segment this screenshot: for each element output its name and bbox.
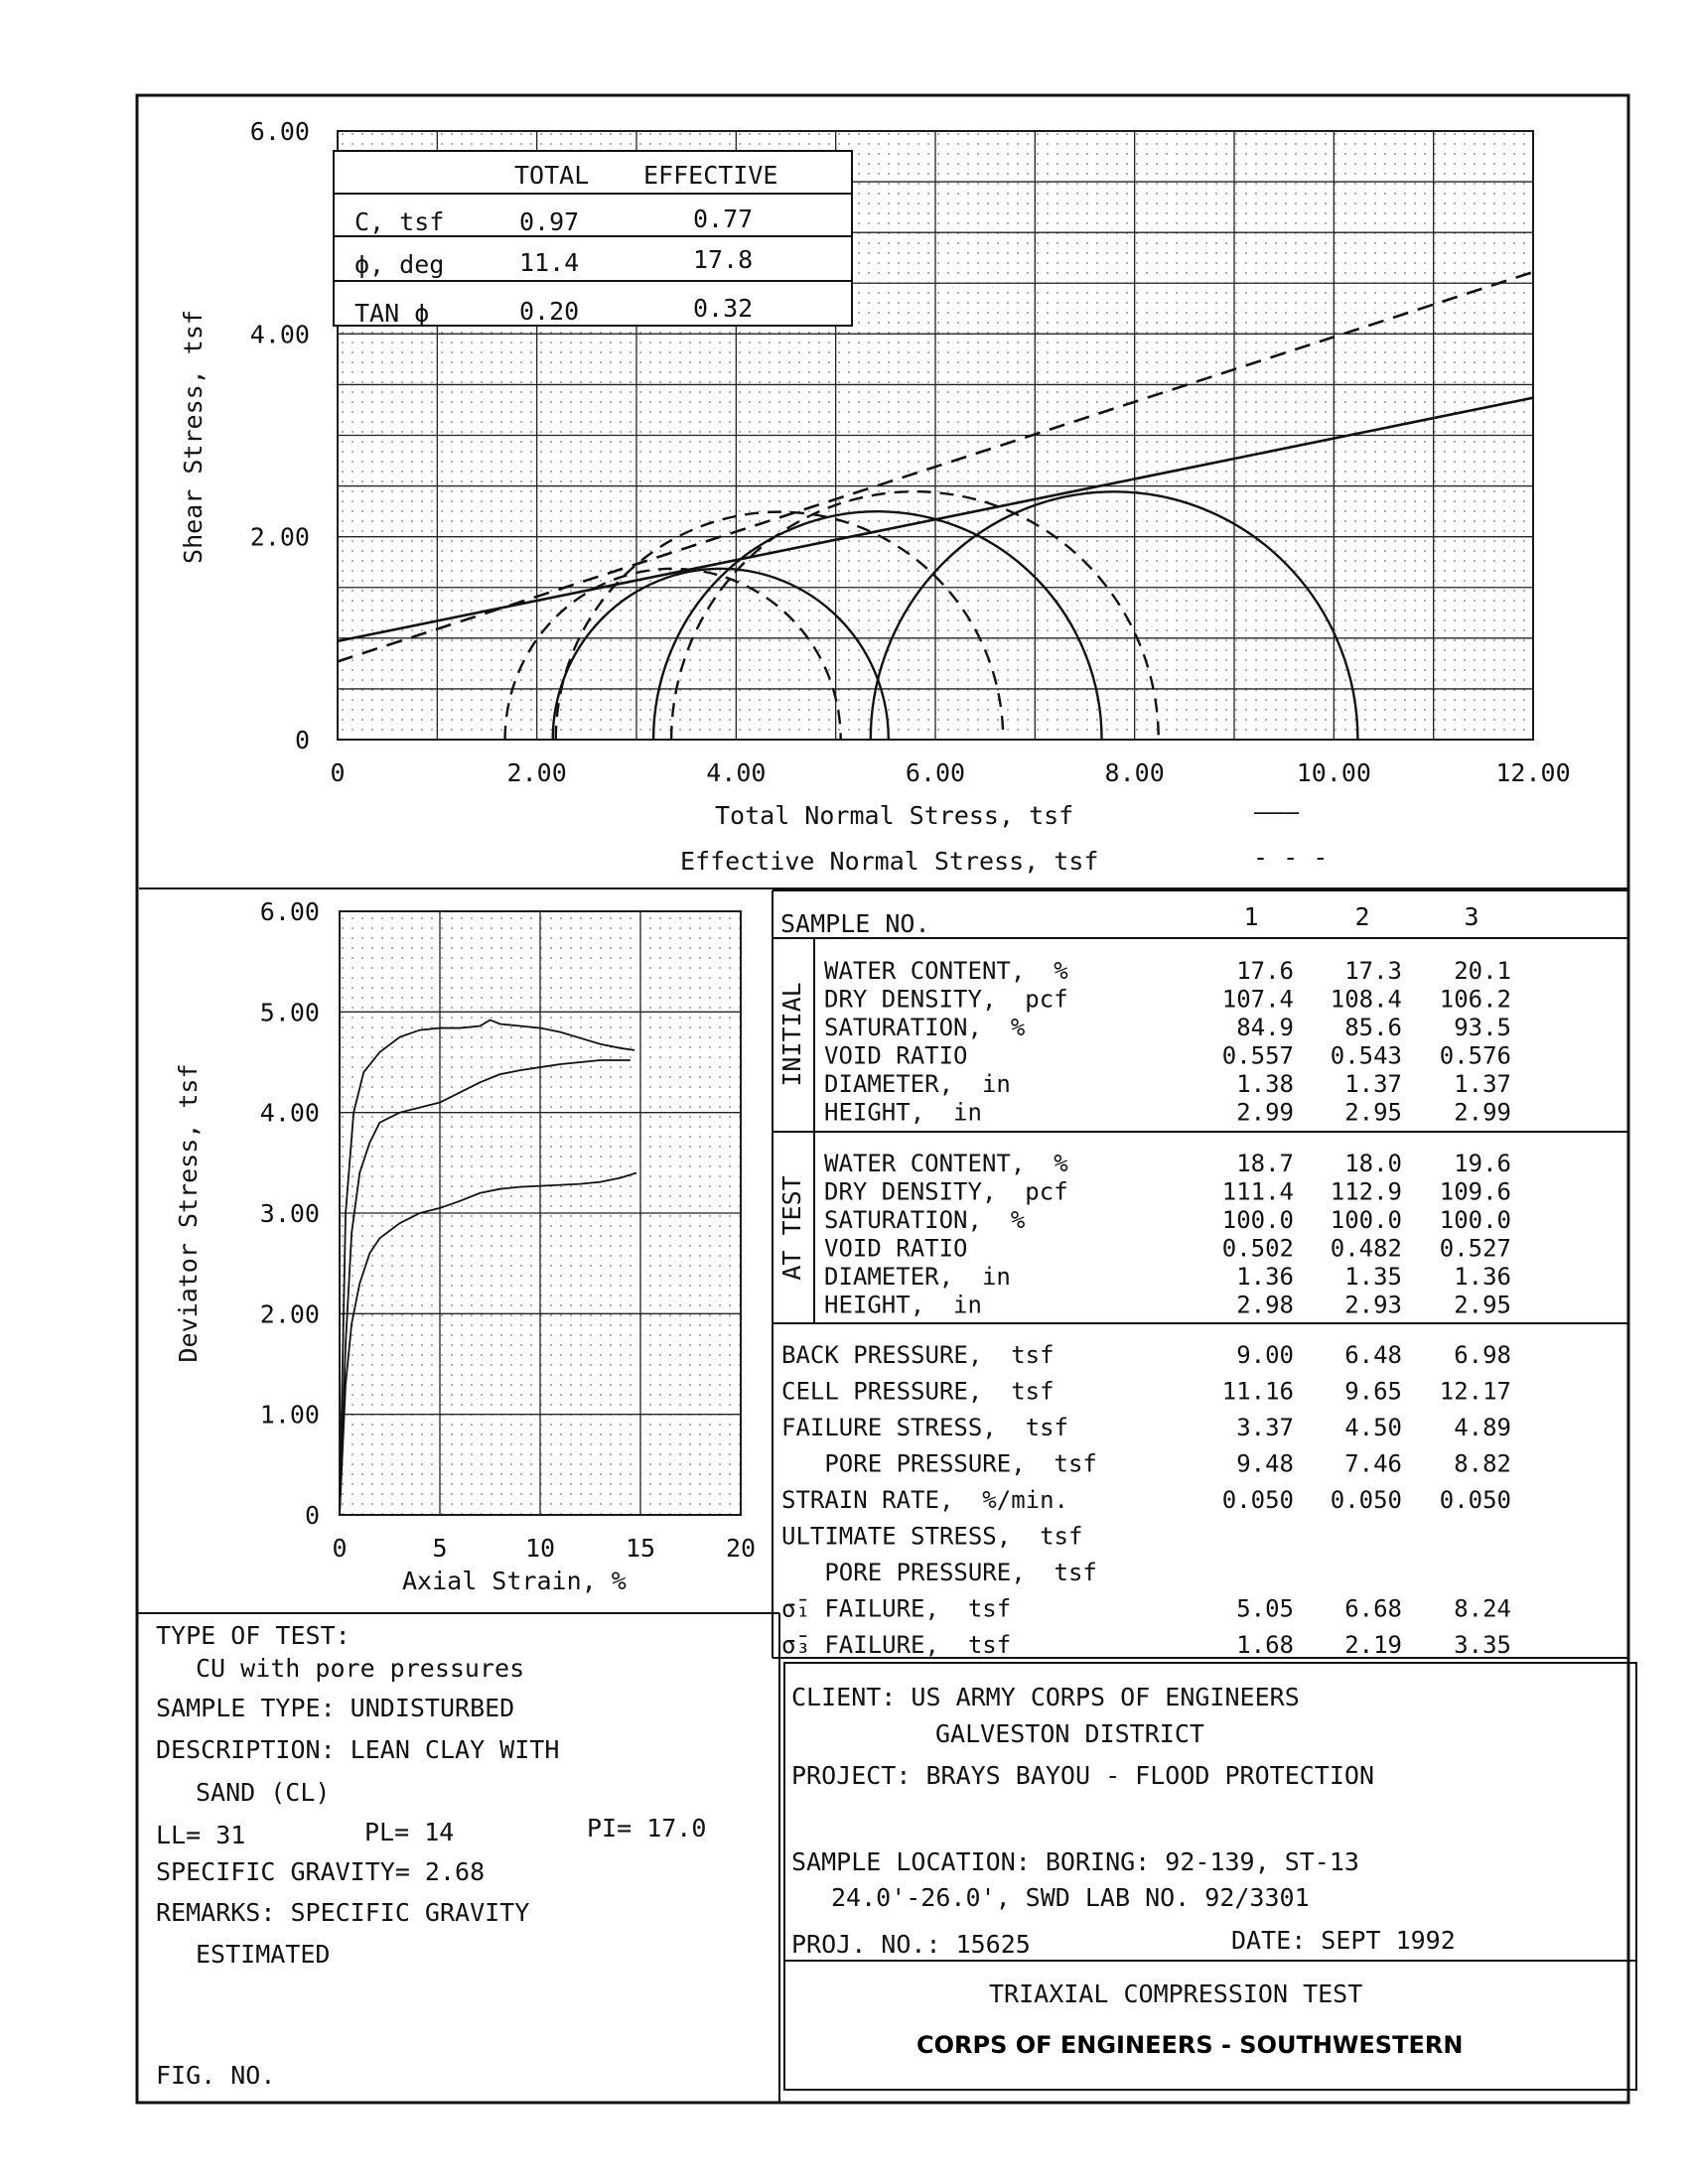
row-label: BACK PRESSURE, tsf: [781, 1341, 1055, 1369]
row-label: σ̄₃ FAILURE, tsf: [781, 1631, 1012, 1659]
row-value: 2.99: [1454, 1098, 1511, 1127]
remarks-line-1: REMARKS: SPECIFIC GRAVITY: [156, 1898, 530, 1927]
row-value: 19.6: [1454, 1150, 1511, 1177]
row-value: 0.502: [1221, 1234, 1294, 1263]
row-value: 93.5: [1454, 1014, 1511, 1041]
ss-y-tick-label: 3.00: [259, 1199, 320, 1228]
row-value: 1.38: [1236, 1070, 1294, 1098]
sample-number-2: 2: [1354, 902, 1370, 931]
row-value: 0.543: [1330, 1041, 1402, 1070]
mohr-x-tick-label: 12.00: [1495, 758, 1571, 787]
row-value: 2.98: [1236, 1291, 1294, 1319]
legend-effective: - - -: [1253, 843, 1329, 872]
remarks-line-2: ESTIMATED: [196, 1940, 331, 1969]
row-value: 85.6: [1344, 1014, 1402, 1041]
row-value: 0.482: [1330, 1234, 1402, 1263]
row-value: 11.16: [1221, 1377, 1294, 1406]
param-label-c: C, tsf: [354, 207, 445, 236]
row-value: 1.36: [1236, 1263, 1294, 1291]
ss-x-tick-label: 0: [332, 1534, 348, 1563]
param-label-phi: ϕ, deg: [354, 250, 445, 279]
row-value: 108.4: [1330, 985, 1402, 1014]
row-label: σ̄₁ FAILURE, tsf: [781, 1594, 1012, 1623]
row-value: 112.9: [1330, 1177, 1402, 1206]
client-box-frame: [784, 1663, 1636, 2090]
row-value: 0.050: [1330, 1486, 1402, 1514]
row-value: 1.36: [1454, 1263, 1511, 1291]
row-value: 100.0: [1439, 1206, 1511, 1234]
description-line-2: SAND (CL): [196, 1778, 331, 1807]
client-name: CLIENT: US ARMY CORPS OF ENGINEERS: [791, 1683, 1300, 1711]
at-test-rows: [824, 1150, 1511, 1319]
row-label: STRAIN RATE, %/min.: [781, 1486, 1068, 1514]
ss-x-tick-label: 10: [524, 1534, 556, 1563]
row-value: 17.3: [1344, 957, 1402, 985]
row-label: HEIGHT, in: [824, 1291, 982, 1319]
test-type-label: TYPE OF TEST:: [156, 1621, 351, 1650]
ss-y-tick-label: 0: [304, 1501, 320, 1530]
row-label: HEIGHT, in: [824, 1098, 982, 1127]
ss-x-axis-label: Axial Strain, %: [402, 1567, 627, 1595]
row-label: DIAMETER, in: [824, 1263, 1011, 1291]
param-tan-effective: 0.32: [693, 294, 754, 323]
description-line-1: DESCRIPTION: LEAN CLAY WITH: [156, 1735, 560, 1764]
ss-y-tick-label: 1.00: [259, 1400, 320, 1430]
sample-number-3: 3: [1464, 902, 1479, 931]
ss-y-tick-label: 6.00: [259, 897, 320, 926]
at-test-group-label: AT TEST: [777, 1175, 806, 1281]
test-info-panel: [156, 1621, 706, 2090]
row-value: 8.24: [1454, 1594, 1511, 1623]
row-label: PORE PRESSURE, tsf: [781, 1559, 1097, 1586]
row-value: 3.35: [1454, 1631, 1511, 1659]
row-value: 111.4: [1221, 1177, 1294, 1206]
row-label: DIAMETER, in: [824, 1070, 1011, 1098]
ss-y-tick-label: 4.00: [259, 1098, 320, 1128]
row-value: 0.576: [1439, 1041, 1511, 1070]
legend-total: ———: [1254, 797, 1300, 826]
row-value: 6.48: [1344, 1341, 1402, 1369]
mohr-x-tick-label: 0: [330, 758, 346, 787]
mohr-x-tick-label: 4.00: [706, 758, 767, 787]
row-value: 9.48: [1236, 1449, 1294, 1478]
ss-y-tick-label: 5.00: [259, 998, 320, 1027]
row-value: 2.19: [1344, 1631, 1402, 1659]
mohr-y-tick-label: 4.00: [249, 320, 310, 349]
row-value: 2.99: [1236, 1098, 1294, 1127]
client-info-box: [784, 1663, 1636, 2090]
param-phi-total: 11.4: [519, 248, 580, 277]
sample-number-1: 1: [1243, 902, 1259, 931]
row-value: 100.0: [1330, 1206, 1402, 1234]
row-label: SATURATION, %: [824, 1014, 1026, 1041]
organization-name: CORPS OF ENGINEERS - SOUTHWESTERN: [916, 2031, 1464, 2059]
row-value: 9.65: [1344, 1377, 1402, 1406]
mohr-y-tick-label: 0: [294, 726, 310, 754]
param-label-tan: TAN ϕ: [354, 299, 430, 328]
fig-no: FIG. NO.: [156, 2061, 276, 2090]
plasticity-index: PI= 17.0: [587, 1814, 707, 1843]
row-label: DRY DENSITY, pcf: [824, 985, 1068, 1014]
mohr-y-tick-label: 6.00: [249, 117, 310, 146]
param-c-total: 0.97: [519, 207, 580, 236]
row-value: 0.050: [1221, 1486, 1294, 1514]
row-value: 4.89: [1454, 1414, 1511, 1441]
row-value: 3.37: [1236, 1414, 1294, 1441]
test-type-value: CU with pore pressures: [196, 1654, 525, 1683]
row-value: 18.0: [1344, 1150, 1402, 1177]
row-value: 0.050: [1439, 1486, 1511, 1514]
project-name: PROJECT: BRAYS BAYOU - FLOOD PROTECTION: [791, 1761, 1374, 1790]
report-date: DATE: SEPT 1992: [1231, 1926, 1456, 1955]
row-value: 12.17: [1439, 1377, 1511, 1406]
param-c-effective: 0.77: [693, 205, 754, 233]
mohr-chart: [179, 117, 1571, 876]
specific-gravity: SPECIFIC GRAVITY= 2.68: [156, 1857, 486, 1886]
row-value: 1.37: [1344, 1070, 1402, 1098]
row-value: 0.527: [1439, 1234, 1511, 1263]
stress-strain-chart: [174, 897, 756, 1595]
ss-x-tick-label: 5: [432, 1534, 448, 1563]
ss-x-tick-label: 20: [725, 1534, 757, 1563]
mohr-x-tick-label: 8.00: [1104, 758, 1165, 787]
mohr-x-axis-label-effective: Effective Normal Stress, tsf: [680, 847, 1099, 876]
row-value: 0.557: [1221, 1041, 1294, 1070]
test-title: TRIAXIAL COMPRESSION TEST: [989, 1979, 1363, 2008]
row-value: 1.37: [1454, 1070, 1511, 1098]
row-value: 1.68: [1236, 1631, 1294, 1659]
mohr-y-axis-label: Shear Stress, tsf: [179, 310, 208, 564]
liquid-limit: LL= 31: [156, 1821, 246, 1849]
initial-group-label: INITIAL: [777, 982, 806, 1087]
row-value: 4.50: [1344, 1414, 1402, 1441]
row-value: 5.05: [1236, 1594, 1294, 1623]
pressure-rows: [781, 1341, 1511, 1659]
client-district: GALVESTON DISTRICT: [935, 1719, 1204, 1748]
row-value: 84.9: [1236, 1014, 1294, 1041]
row-value: 100.0: [1221, 1206, 1294, 1234]
sample-no-label: SAMPLE NO.: [780, 909, 930, 938]
row-value: 7.46: [1344, 1449, 1402, 1478]
param-phi-effective: 17.8: [693, 245, 754, 274]
param-header-total: TOTAL: [514, 161, 590, 190]
plastic-limit: PL= 14: [364, 1818, 455, 1846]
row-label: WATER CONTENT, %: [824, 1150, 1068, 1177]
row-label: SATURATION, %: [824, 1206, 1026, 1234]
row-label: CELL PRESSURE, tsf: [781, 1377, 1055, 1406]
row-value: 6.98: [1454, 1341, 1511, 1369]
row-label: VOID RATIO: [824, 1041, 968, 1070]
row-label: FAILURE STRESS, tsf: [781, 1414, 1068, 1441]
row-value: 2.95: [1344, 1098, 1402, 1127]
initial-rows: [824, 957, 1511, 1127]
param-tan-total: 0.20: [519, 297, 580, 326]
mohr-x-tick-label: 6.00: [905, 758, 966, 787]
mohr-x-tick-label: 10.00: [1296, 758, 1371, 787]
row-label: PORE PRESSURE, tsf: [781, 1449, 1097, 1478]
ss-y-axis-label: Deviator Stress, tsf: [174, 1063, 203, 1363]
row-value: 9.00: [1236, 1341, 1294, 1369]
sample-location-line-2: 24.0'-26.0', SWD LAB NO. 92/3301: [831, 1883, 1310, 1912]
row-value: 106.2: [1439, 985, 1511, 1014]
row-value: 20.1: [1454, 957, 1511, 985]
row-value: 17.6: [1236, 957, 1294, 985]
project-number: PROJ. NO.: 15625: [791, 1930, 1031, 1959]
mohr-y-tick-label: 2.00: [249, 522, 310, 552]
sample-location-line-1: SAMPLE LOCATION: BORING: 92-139, ST-13: [791, 1847, 1359, 1876]
row-value: 2.93: [1344, 1291, 1402, 1319]
row-label: ULTIMATE STRESS, tsf: [781, 1522, 1083, 1551]
row-value: 1.35: [1344, 1263, 1402, 1291]
ss-y-tick-label: 2.00: [259, 1299, 320, 1329]
row-value: 109.6: [1439, 1177, 1511, 1206]
row-label: DRY DENSITY, pcf: [824, 1177, 1068, 1206]
row-value: 107.4: [1221, 985, 1294, 1014]
mohr-x-axis-label-total: Total Normal Stress, tsf: [715, 801, 1074, 830]
mohr-x-tick-label: 2.00: [506, 758, 567, 787]
row-label: VOID RATIO: [824, 1234, 968, 1263]
row-value: 6.68: [1344, 1594, 1402, 1623]
row-value: 8.82: [1454, 1449, 1511, 1478]
row-value: 18.7: [1236, 1150, 1294, 1177]
sample-type: SAMPLE TYPE: UNDISTURBED: [156, 1694, 515, 1722]
ss-x-tick-label: 15: [625, 1534, 656, 1563]
row-value: 2.95: [1454, 1291, 1511, 1319]
row-label: WATER CONTENT, %: [824, 957, 1068, 985]
param-header-effective: EFFECTIVE: [643, 161, 778, 190]
